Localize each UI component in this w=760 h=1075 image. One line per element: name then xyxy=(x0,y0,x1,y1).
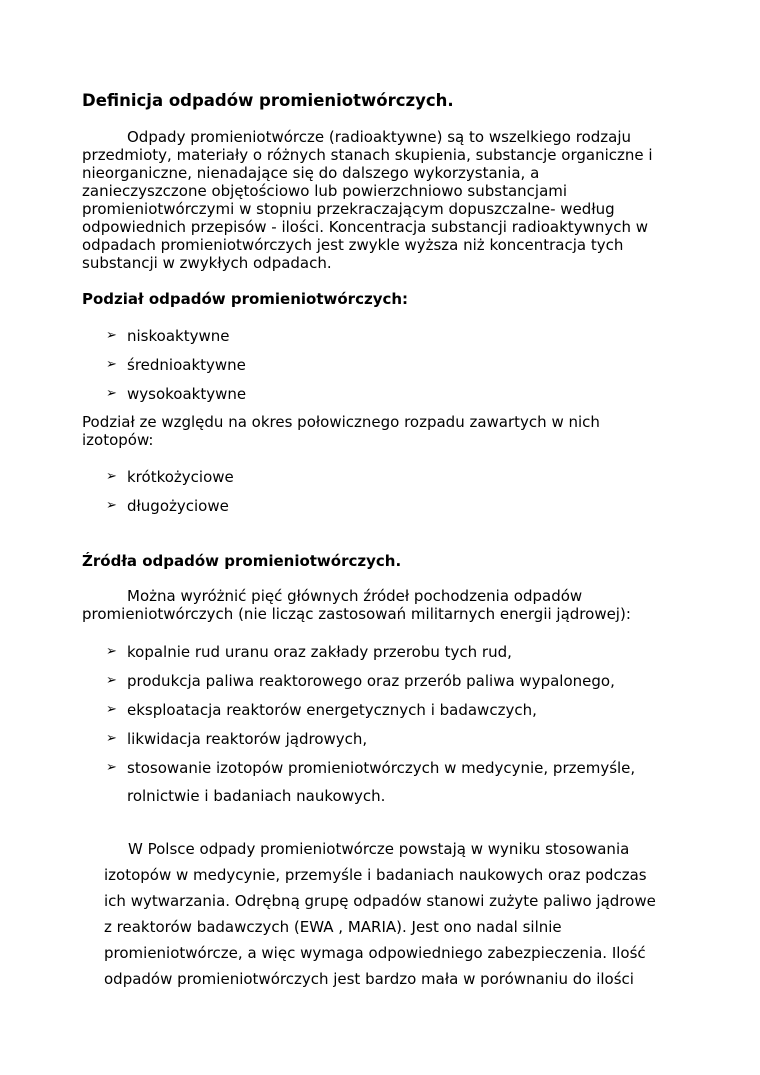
list-item-label: stosowanie izotopów promieniotwórczych w medycynie, przemyśle, xyxy=(127,759,636,777)
arrow-bullet-icon: ➢ xyxy=(106,386,117,401)
list-item-label: likwidacja reaktorów jądrowych, xyxy=(127,730,368,748)
paragraph-line: W Polsce odpady promieniotwórcze powstają w wyniku stosowania xyxy=(128,840,630,858)
paragraph-line: ich wytwarzania. Odrębną grupę odpadów stanowi zużyte paliwo jądrowe xyxy=(104,892,656,910)
paragraph-line: Można wyróżnić pięć głównych źródeł pochodzenia odpadów xyxy=(127,587,583,605)
arrow-bullet-icon: ➢ xyxy=(106,357,117,372)
paragraph-line: z reaktorów badawczych (EWA , MARIA). Jest ono nadal silnie xyxy=(104,918,562,936)
arrow-bullet-icon: ➢ xyxy=(106,760,117,775)
arrow-bullet-icon: ➢ xyxy=(106,498,117,513)
paragraph-line: przedmioty, materiały o różnych stanach skupienia, substancje organiczne i xyxy=(82,146,653,164)
list-item-label: eksploatacja reaktorów energetycznych i badawczych, xyxy=(127,701,537,719)
arrow-bullet-icon: ➢ xyxy=(106,328,117,343)
definition-paragraph xyxy=(82,128,653,272)
arrow-bullet-icon: ➢ xyxy=(106,731,117,746)
list-item-label: długożyciowe xyxy=(127,497,229,515)
list-item-label: krótkożyciowe xyxy=(127,468,234,486)
sources-intro-paragraph xyxy=(82,587,631,623)
paragraph-line: promieniotwórczych (nie licząc zastosowań militarnych energii jądrowej): xyxy=(82,605,631,623)
half-life-paragraph xyxy=(82,413,600,449)
list-item-label: wysokoaktywne xyxy=(127,385,247,403)
sources-heading: Źródła odpadów promieniotwórczych. xyxy=(82,552,402,570)
arrow-bullet-icon: ➢ xyxy=(106,469,117,484)
list-item-continuation: rolnictwie i badaniach naukowych. xyxy=(127,787,386,805)
paragraph-line: izotopów w medycynie, przemyśle i badaniach naukowych oraz podczas xyxy=(104,866,647,884)
list-item-label: kopalnie rud uranu oraz zakłady przerobu tych rud, xyxy=(127,643,512,661)
poland-paragraph xyxy=(104,836,656,992)
arrow-bullet-icon: ➢ xyxy=(106,673,117,688)
arrow-bullet-icon: ➢ xyxy=(106,644,117,659)
paragraph-line: promieniotwórczymi w stopniu przekraczającym dopuszczalne- według xyxy=(82,200,615,218)
list-item-label: średnioaktywne xyxy=(127,356,246,374)
arrow-bullet-icon: ➢ xyxy=(106,702,117,717)
paragraph-line: odpadów promieniotwórczych jest bardzo mała w porównaniu do ilości xyxy=(104,970,634,988)
paragraph-line: zanieczyszczone objętościowo lub powierzchniowo substancjami xyxy=(82,182,568,200)
paragraph-line: substancji w zwykłych odpadach. xyxy=(82,254,332,272)
paragraph-line: Podział ze względu na okres połowicznego rozpadu zawartych w nich xyxy=(82,413,600,431)
paragraph-line: izotopów: xyxy=(82,431,154,449)
paragraph-line: odpowiednich przepisów - ilości. Koncentracja substancji radioaktywnych w xyxy=(82,218,649,236)
list-item-label: produkcja paliwa reaktorowego oraz przerób paliwa wypalonego, xyxy=(127,672,615,690)
paragraph-line: Odpady promieniotwórcze (radioaktywne) są to wszelkiego rodzaju xyxy=(127,128,632,146)
list-item-label: niskoaktywne xyxy=(127,327,230,345)
paragraph-line: nieorganiczne, nienadające się do dalszego wykorzystania, a xyxy=(82,164,540,182)
division-heading: Podział odpadów promieniotwórczych: xyxy=(82,290,409,308)
paragraph-line: odpadach promieniotwórczych jest zwykle wyższa niż koncentracja tych xyxy=(82,236,624,254)
page-title: Definicja odpadów promieniotwórczych. xyxy=(82,91,454,110)
paragraph-line: promieniotwórcze, a więc wymaga odpowiedniego zabezpieczenia. Ilość xyxy=(104,944,646,962)
